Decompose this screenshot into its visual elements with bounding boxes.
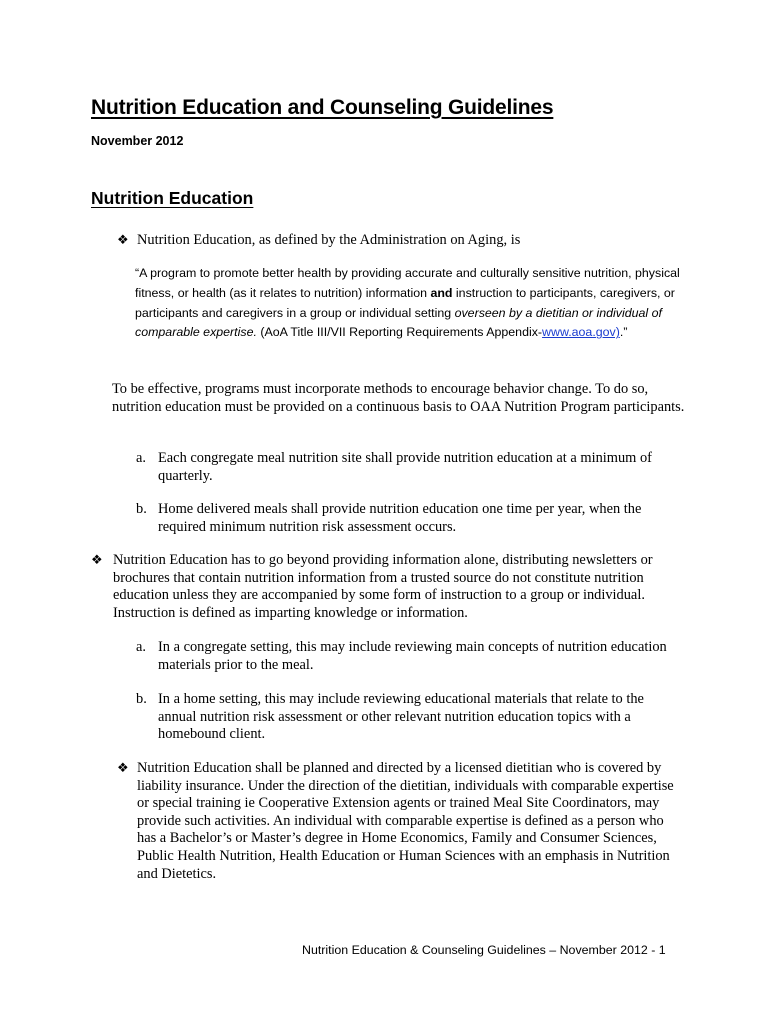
document-date: November 2012 (91, 134, 184, 148)
list-label: a. (136, 639, 146, 655)
aoa-link[interactable]: www.aoa.gov) (542, 325, 620, 340)
list-text: Home delivered meals shall provide nutrition education one time per year, when the required minimum nutrition risk assessment occurs. (158, 501, 642, 535)
list-item (136, 450, 683, 485)
list-item (136, 501, 683, 536)
quote-bold-text: and (430, 285, 453, 300)
bullet-text: Nutrition Education shall be planned and directed by a licensed dietitian who is covered by liability insurance. Under the direction of the dietitian, individuals with comparable expertise or special training ie Cooperative Extension agents or trained Meal Site Coordinators, may provide such activities. An individual with comparable expertise is defined as a person who has a Bachelor’s or Master’s degree in Home Economics, Family and Consumer Sciences, Public Health Nutrition, Health Education or Human Sciences with an emphasis in Nutrition and Dietetics. (137, 760, 674, 882)
page-footer: Nutrition Education & Counseling Guidelines – November 2012 - 1 (302, 943, 666, 957)
list-item (136, 639, 683, 674)
document-title: Nutrition Education and Counseling Guidelines (91, 96, 554, 119)
list-label: a. (136, 450, 146, 466)
section-heading: Nutrition Education (91, 188, 254, 208)
diamond-bullet-icon: ❖ (91, 553, 103, 568)
bullet-item-dietitian (117, 760, 687, 883)
bullet-item-definition (117, 232, 677, 250)
list-text: Each congregate meal nutrition site shall provide nutrition education at a minimum of quarterly. (158, 450, 652, 484)
effectiveness-paragraph: To be effective, programs must incorporate methods to encourage behavior change. To do so, nutrition education must be provided on a continuous basis to OAA Nutrition Program participants. (112, 381, 685, 415)
bullet-item-beyond-information (91, 552, 691, 622)
list-text: In a home setting, this may include reviewing educational materials that relate to the annual nutrition risk assessment or other relevant nutrition education topics with a homebound client. (158, 691, 644, 743)
list-text: In a congregate setting, this may include reviewing main concepts of nutrition education materials prior to the meal. (158, 639, 667, 673)
quote-italic-text: overseen by a dietitian or individual of comparable expertise. (135, 305, 662, 340)
list-item (136, 691, 683, 744)
definition-quote (135, 264, 680, 343)
quote-text: .” (619, 325, 628, 340)
list-label: b. (136, 501, 147, 517)
diamond-bullet-icon: ❖ (117, 233, 129, 248)
bullet-text: Nutrition Education has to go beyond providing information alone, distributing newsletters or brochures that contain nutrition information from a trusted source do not constitute nutrition education unless they are accompanied by some form of instruction to a group or individual. Instruction is defined as imparting knowledge or information. (113, 552, 653, 621)
diamond-bullet-icon: ❖ (117, 761, 129, 776)
quote-text: “A program to promote better health by providing accurate and culturally sensitive nutrition, physical fitness, or health (as it relates to nutrition) information (135, 266, 680, 300)
bullet-text: Nutrition Education, as defined by the Administration on Aging, is (137, 232, 521, 248)
list-label: b. (136, 691, 147, 707)
quote-text: (AoA Title III/VII Reporting Requirements Appendix- (256, 325, 543, 340)
quote-text: instruction to participants, caregivers, or participants and caregivers in a group or individual setting (135, 285, 675, 320)
